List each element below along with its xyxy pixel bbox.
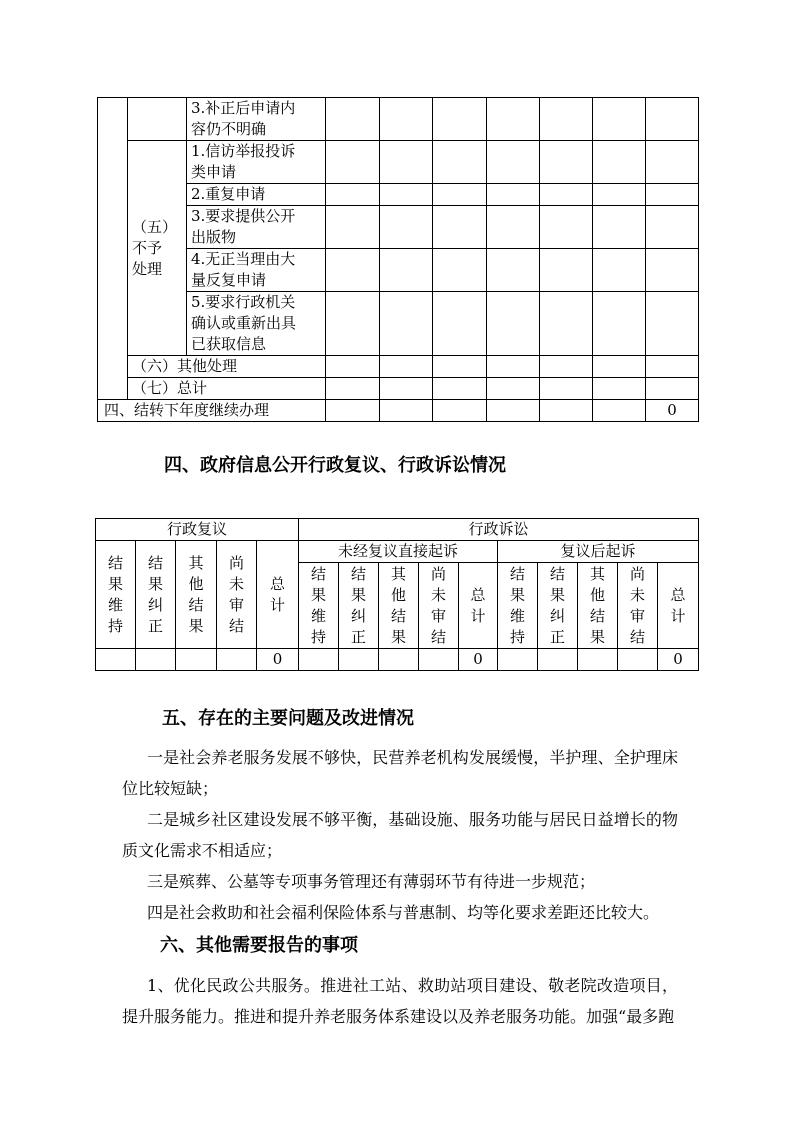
item-label: 3.要求提供公开 出版物 xyxy=(187,206,326,249)
col-header-label: 尚未审结 xyxy=(630,564,646,646)
value-cell xyxy=(593,206,646,249)
col-header-label: 结果维持 xyxy=(311,564,327,646)
other-matters-paragraphs xyxy=(122,970,678,1032)
value-cell xyxy=(380,206,433,249)
value-cell xyxy=(433,206,487,249)
value-cell xyxy=(433,400,487,422)
col-header-label: 结果纠正 xyxy=(148,553,164,635)
value-cell xyxy=(380,356,433,378)
subcategory-cell xyxy=(128,98,187,141)
value-cell xyxy=(578,649,618,671)
table-row xyxy=(98,98,699,141)
value-cell xyxy=(540,206,593,249)
value-cell xyxy=(299,649,339,671)
col-header-other-result xyxy=(578,563,618,649)
col-header-pending xyxy=(217,541,257,649)
value-cell xyxy=(593,378,646,400)
col-header-label: 结果纠正 xyxy=(351,564,367,646)
col-header-label: 尚未审结 xyxy=(431,564,447,646)
admin-review-header: 行政复议 xyxy=(96,519,299,541)
value-cell xyxy=(136,649,176,671)
value-cell xyxy=(538,649,578,671)
value-cell xyxy=(646,356,699,378)
col-header-label: 结果维持 xyxy=(108,553,124,635)
value-cell xyxy=(433,184,487,206)
value-cell xyxy=(487,141,540,184)
value-cell xyxy=(433,98,487,141)
value-cell xyxy=(419,649,459,671)
no-action-group-label: （五） 不予 处理 xyxy=(128,141,187,356)
section-heading-other-matters: 六、其他需要报告的事项 xyxy=(160,935,358,956)
value-cell xyxy=(433,249,487,292)
table-row xyxy=(98,378,699,400)
table-row xyxy=(98,184,699,206)
item-label: 2.重复申请 xyxy=(187,184,326,206)
value-cell xyxy=(326,141,380,184)
col-header-result-corrected xyxy=(136,541,176,649)
value-cell xyxy=(487,400,540,422)
value-cell xyxy=(380,184,433,206)
value-cell xyxy=(646,206,699,249)
section-heading-review-litigation: 四、政府信息公开行政复议、行政诉讼情况 xyxy=(164,455,506,476)
value-cell xyxy=(433,378,487,400)
table-row xyxy=(96,649,699,671)
value-cell xyxy=(326,184,380,206)
value-cell xyxy=(433,141,487,184)
category-cell xyxy=(98,98,128,400)
value-cell xyxy=(487,184,540,206)
value-cell xyxy=(646,141,699,184)
problems-paragraphs xyxy=(122,742,678,928)
item-label: 3.补正后申请内 容仍不明确 xyxy=(187,98,326,141)
col-header-label: 其他结果 xyxy=(391,564,407,646)
col-header-other-result xyxy=(176,541,217,649)
value-cell xyxy=(593,98,646,141)
value-cell xyxy=(326,98,380,141)
carryover-value: 0 xyxy=(646,400,699,422)
value-cell xyxy=(380,141,433,184)
col-header-result-upheld xyxy=(498,563,538,649)
value-cell xyxy=(380,378,433,400)
value-cell xyxy=(540,98,593,141)
value-cell xyxy=(379,649,419,671)
col-header-total xyxy=(658,563,699,649)
value-cell xyxy=(326,356,380,378)
total-label: （七）总计 xyxy=(128,378,326,400)
col-header-label: 总计 xyxy=(470,585,486,625)
value-cell xyxy=(593,249,646,292)
value-cell xyxy=(326,400,380,422)
admin-review-total-value: 0 xyxy=(257,649,299,671)
value-cell xyxy=(433,356,487,378)
paragraph: 1、优化民政公共服务。推进社工站、救助站项目建设、敬老院改造项目，提升服务能力。推进和提升养老服务体系建设以及养老服务功能。加强“最多跑 xyxy=(122,976,678,1026)
col-header-other-result xyxy=(379,563,419,649)
table-row xyxy=(98,400,699,422)
value-cell xyxy=(487,292,540,356)
col-header-result-upheld xyxy=(96,541,136,649)
value-cell xyxy=(487,206,540,249)
after-review-litigation-total-value: 0 xyxy=(658,649,699,671)
value-cell xyxy=(593,400,646,422)
section-heading-problems: 五、存在的主要问题及改进情况 xyxy=(162,708,414,729)
value-cell xyxy=(326,378,380,400)
value-cell xyxy=(646,378,699,400)
value-cell xyxy=(646,249,699,292)
disposal-table xyxy=(97,97,699,422)
col-header-result-corrected xyxy=(538,563,578,649)
table-row xyxy=(98,356,699,378)
value-cell xyxy=(380,98,433,141)
paragraph: 四是社会救助和社会福利保险体系与普惠制、均等化要求差距还比较大。 xyxy=(147,903,660,922)
after-review-litigation-header: 复议后起诉 xyxy=(498,541,699,563)
paragraph: 二是城乡社区建设发展不够平衡，基础设施、服务功能与居民日益增长的物质文化需求不相适应； xyxy=(122,810,678,860)
value-cell xyxy=(646,292,699,356)
carryover-label: 四、结转下年度继续办理 xyxy=(98,400,326,422)
col-header-pending xyxy=(419,563,459,649)
value-cell xyxy=(593,184,646,206)
value-cell xyxy=(217,649,257,671)
value-cell xyxy=(540,292,593,356)
table-header-row xyxy=(96,519,699,541)
value-cell xyxy=(593,292,646,356)
value-cell xyxy=(618,649,658,671)
value-cell xyxy=(487,356,540,378)
col-header-label: 尚未审结 xyxy=(229,553,245,635)
col-header-label: 总计 xyxy=(670,585,686,625)
value-cell xyxy=(326,292,380,356)
value-cell xyxy=(540,378,593,400)
table-row xyxy=(98,206,699,249)
review-litigation-table xyxy=(95,518,699,671)
value-cell xyxy=(646,184,699,206)
table-row xyxy=(98,249,699,292)
value-cell xyxy=(380,292,433,356)
col-header-result-upheld xyxy=(299,563,339,649)
value-cell xyxy=(498,649,538,671)
table-row xyxy=(98,292,699,356)
value-cell xyxy=(540,400,593,422)
value-cell xyxy=(540,184,593,206)
value-cell xyxy=(593,356,646,378)
value-cell xyxy=(487,249,540,292)
value-cell xyxy=(176,649,217,671)
value-cell xyxy=(487,378,540,400)
col-header-label: 总计 xyxy=(270,574,286,614)
direct-litigation-header: 未经复议直接起诉 xyxy=(299,541,498,563)
value-cell xyxy=(96,649,136,671)
value-cell xyxy=(593,141,646,184)
value-cell xyxy=(540,141,593,184)
paragraph: 三是殡葬、公墓等专项事务管理还有薄弱环节有待进一步规范； xyxy=(147,872,596,891)
col-header-label: 其他结果 xyxy=(590,564,606,646)
value-cell xyxy=(487,98,540,141)
value-cell xyxy=(339,649,379,671)
value-cell xyxy=(540,249,593,292)
item-label: 5.要求行政机关 确认或重新出具 已获取信息 xyxy=(187,292,326,356)
col-header-result-corrected xyxy=(339,563,379,649)
other-handling-label: （六）其他处理 xyxy=(128,356,326,378)
col-header-total xyxy=(257,541,299,649)
col-header-label: 结果纠正 xyxy=(550,564,566,646)
table-row xyxy=(98,141,699,184)
table-header-row xyxy=(96,541,699,563)
value-cell xyxy=(380,400,433,422)
col-header-total xyxy=(459,563,498,649)
direct-litigation-total-value: 0 xyxy=(459,649,498,671)
col-header-label: 其他结果 xyxy=(188,553,204,635)
value-cell xyxy=(540,356,593,378)
litigation-header: 行政诉讼 xyxy=(299,519,699,541)
value-cell xyxy=(380,249,433,292)
value-cell xyxy=(326,206,380,249)
paragraph: 一是社会养老服务发展不够快，民营养老机构发展缓慢，半护理、全护理床位比较短缺； xyxy=(122,748,678,798)
value-cell xyxy=(433,292,487,356)
value-cell xyxy=(646,98,699,141)
col-header-pending xyxy=(618,563,658,649)
col-header-label: 结果维持 xyxy=(510,564,526,646)
item-label: 4.无正当理由大 量反复申请 xyxy=(187,249,326,292)
item-label: 1.信访举报投诉 类申请 xyxy=(187,141,326,184)
value-cell xyxy=(326,249,380,292)
